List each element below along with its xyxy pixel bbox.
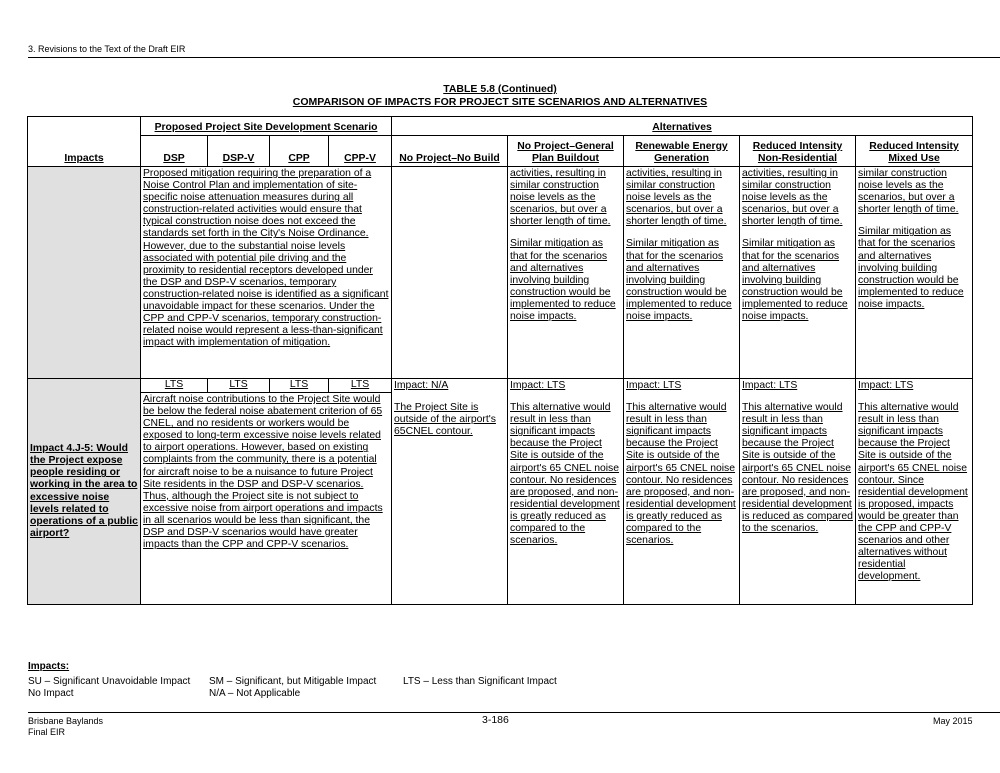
row1-proposed-text: Proposed mitigation requiring the preparation of a Noise Control Plan and implementation of site-specific noise attenuation measures during all construction-related activities would ensure that typical construction noise does not exceed the standards set forth in the City's Noise Ordinance. However, due to the substantial noise levels associated with potential pile driving and the proximity to residential receptors developed under the DSP and DSP-V scenarios, temporary construction-related noise is identified as a significant unavoidable impact for these scenarios. Under the CPP and CPP-V scenarios, temporary construction-related noise would represent a less-than-significant impact with implementation of mitigation.	[141, 167, 392, 379]
row2-mixed-impact: Impact: LTS	[858, 380, 914, 391]
header-rule	[28, 57, 1000, 58]
legend-lts: LTS – Less than Significant Impact	[403, 676, 557, 687]
row1-general-plan-text-a: activities, resulting in similar construction noise levels as the scenarios, but over a shorter length of time.	[510, 168, 611, 228]
row1-renewable-text-a: activities, resulting in similar construction noise levels as the scenarios, but over a shorter length of time.	[626, 168, 727, 228]
row2-general-plan-cell	[508, 379, 624, 605]
col-impacts: Impacts	[28, 117, 141, 167]
col-reduced-intensity-mixed: Reduced Intensity Mixed Use	[856, 136, 973, 167]
group-proposed: Proposed Project Site Development Scenario	[141, 117, 392, 136]
legend-su: SU – Significant Unavoidable Impact	[28, 676, 191, 687]
footer-doc: Final EIR	[28, 727, 66, 737]
row2-proposed-text: Aircraft noise contributions to the Project Site would be below the federal noise abatement criterion of 65 CNEL, and no residents or workers would be exposed to long-term excessive noise levels related to airport operations. However, based on existing complaints from the community, there is a potential for aircraft noise to be a nuisance to future Project Site residents in the DSP and DSP-V scenarios. Thus, although the Project site is not subject to excessive noise from airport operations and impacts in all scenarios would be less than significant, the DSP and DSP-V scenarios would have greater impacts than the CPP and CPP-V scenarios.	[141, 393, 392, 605]
table-subtitle: COMPARISON OF IMPACTS FOR PROJECT SITE SCENARIOS AND ALTERNATIVES	[292, 96, 708, 108]
table-title: TABLE 5.8 (Continued)	[443, 83, 557, 95]
row1-renewable-cell	[624, 167, 740, 379]
row1-no-build-cell	[392, 167, 508, 379]
footer-date: May 2015	[933, 716, 973, 726]
legend-no-impact: No Impact	[28, 688, 74, 699]
footer-project: Brisbane Baylands	[28, 716, 104, 726]
row2-cpp-v-rating: LTS	[329, 379, 392, 393]
row2-dsp-rating: LTS	[141, 379, 208, 393]
footer-rule	[28, 712, 1000, 713]
row2-mixed-text: This alternative would result in less than significant impacts because the Project Site is outside of the airport's 65 CNEL noise contour. Since residential development is proposed, impacts would be greater than the CPP and CPP-V scenarios and other alternatives without residential development.	[858, 402, 968, 583]
row2-renewable-text: This alternative would result in less than significant impacts because the Project Site is outside of the airport's 65 CNEL noise contour. No residences are proposed, and non-residential development is greatly reduced as compared to the scenarios.	[626, 402, 736, 547]
table-row	[28, 167, 973, 379]
row1-mixed-text-b: Similar mitigation as that for the scenarios and alternatives involving building construction would be implemented to reduce noise impacts.	[858, 226, 964, 310]
row2-renewable-impact: Impact: LTS	[626, 380, 682, 391]
row2-nonres-cell	[740, 379, 856, 605]
row1-nonres-text-a: activities, resulting in similar construction noise levels as the scenarios, but over a shorter length of time.	[742, 168, 843, 228]
header-group-row	[28, 117, 973, 136]
row1-mixed-cell	[856, 167, 973, 379]
col-no-project-no-build: No Project–No Build	[392, 136, 508, 167]
row1-general-plan-text-b: Similar mitigation as that for the scenarios and alternatives involving building construction would be implemented to reduce noise impacts.	[510, 238, 616, 323]
row2-cpp-rating: LTS	[270, 379, 329, 393]
col-no-project-general-plan: No Project–General Plan Buildout	[508, 136, 624, 167]
row2-general-plan-impact: Impact: LTS	[510, 380, 566, 391]
comparison-table	[27, 116, 973, 605]
row2-nonres-text: This alternative would result in less than significant impacts because the Project Site is outside of the airport's 65 CNEL noise contour. No residences are proposed, and non-residential development is reduced as compared to the scenarios.	[742, 402, 853, 535]
header-column-row	[28, 136, 973, 167]
row2-general-plan-text: This alternative would result in less than significant impacts because the Project Site is outside of the airport's 65 CNEL noise contour. No residences are proposed, and non-residential development is greatly reduced as compared to the scenarios.	[510, 402, 620, 547]
col-dsp: DSP	[141, 136, 208, 167]
running-header: 3. Revisions to the Text of the Draft EIR	[28, 44, 186, 54]
legend-na: N/A – Not Applicable	[209, 688, 301, 699]
row2-no-build-text: The Project Site is outside of the airport's 65CNEL contour.	[394, 402, 496, 438]
row2-renewable-cell	[624, 379, 740, 605]
col-cpp-v: CPP-V	[329, 136, 392, 167]
page-number: 3-186	[482, 714, 509, 726]
row2-no-build-cell	[392, 379, 508, 605]
row2-no-build-impact: Impact: N/A	[394, 380, 449, 391]
row1-mixed-text-a: similar construction noise levels as the scenarios, but over a shorter length of time.	[858, 168, 959, 216]
row1-nonres-cell	[740, 167, 856, 379]
legend-sm: SM – Significant, but Mitigable Impact	[209, 676, 377, 687]
row1-general-plan-cell	[508, 167, 624, 379]
group-alternatives: Alternatives	[392, 117, 973, 136]
table-row	[28, 379, 973, 393]
row1-impact-label	[28, 167, 141, 379]
row1-nonres-text-b: Similar mitigation as that for the scenarios and alternatives involving building construction would be implemented to reduce noise impacts.	[742, 238, 848, 323]
legend-title: Impacts:	[28, 661, 70, 672]
col-cpp: CPP	[270, 136, 329, 167]
col-reduced-intensity-nonres: Reduced Intensity Non-Residential	[740, 136, 856, 167]
row2-dsp-v-rating: LTS	[208, 379, 270, 393]
row1-renewable-text-b: Similar mitigation as that for the scenarios and alternatives involving building construction would be implemented to reduce noise impacts.	[626, 238, 732, 323]
row2-impact-label: Impact 4.J-5: Would the Project expose people residing or working in the area to excessive noise levels related to operations of a public airport?	[28, 379, 141, 605]
row2-mixed-cell	[856, 379, 973, 605]
row2-nonres-impact: Impact: LTS	[742, 380, 798, 391]
col-dsp-v: DSP-V	[208, 136, 270, 167]
col-renewable-energy: Renewable Energy Generation	[624, 136, 740, 167]
